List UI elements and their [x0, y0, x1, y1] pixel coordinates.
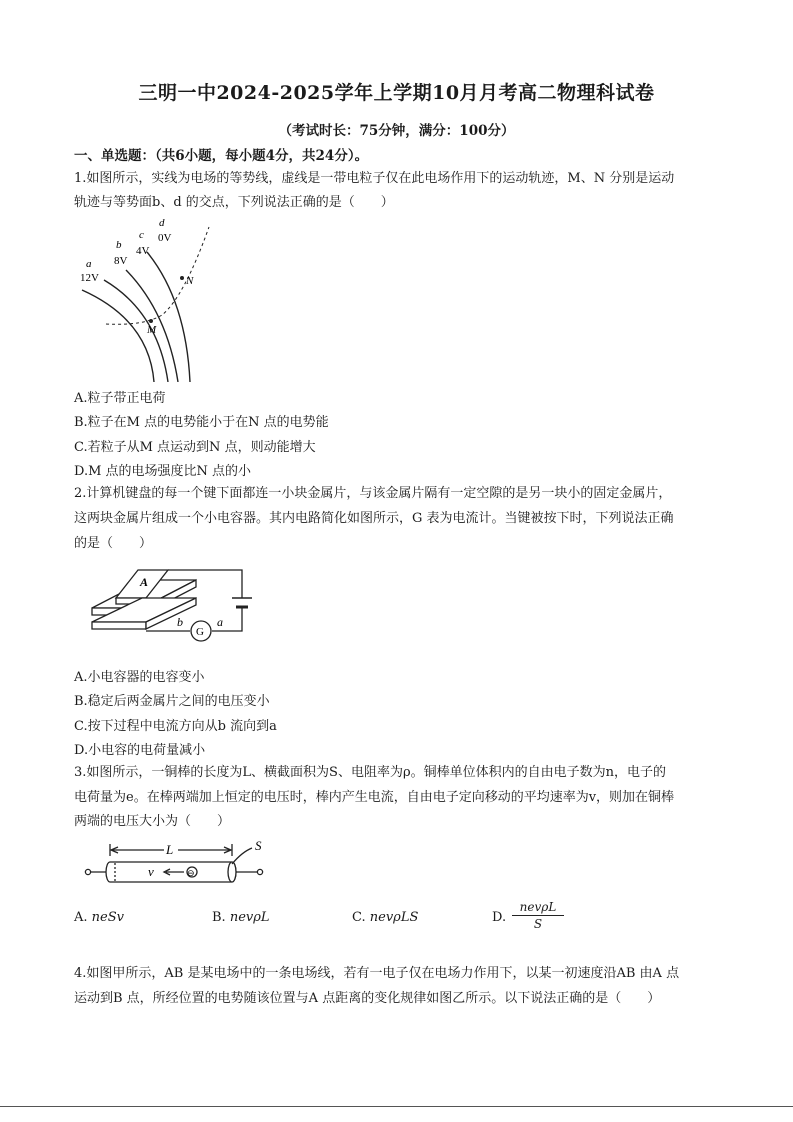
label-G: G	[196, 626, 204, 638]
exam-subtitle: （考试时长：75分钟，满分：100分）	[278, 123, 515, 139]
q3-option-b: B. nevρL	[212, 910, 270, 925]
q1-option-a: A.粒子带正电荷	[74, 391, 166, 406]
exam-title: 三明一中2024-2025学年上学期10月月考高二物理科试卷	[138, 82, 655, 104]
label-c: c	[139, 229, 144, 241]
label-b: b	[177, 615, 183, 629]
q1-equipotential-figure	[74, 212, 224, 382]
q2-text-line2: 这两块金属片组成一个小电容器。其内电路简化如图所示，G 表为电流计。当键被按下时，下列说法正确	[74, 511, 674, 526]
label-8V: 8V	[114, 255, 128, 267]
section-heading: 一、单选题：（共6小题，每小题4分，共24分）。	[74, 148, 369, 164]
q2-option-b: B.稳定后两金属片之间的电压变小	[74, 694, 270, 709]
label-L: L	[166, 842, 174, 857]
fraction-numerator: nevρL	[512, 900, 564, 916]
q3-option-c: C. nevρLS	[352, 910, 419, 925]
page-bottom-rule	[0, 1106, 793, 1107]
q1-text-line1: 1.如图所示，实线为电场的等势线，虚线是一带电粒子仅在此电场作用下的运动轨迹，M、N 分别是运动	[74, 171, 675, 186]
label-electron: ⊖	[187, 868, 195, 878]
q3-text-line1: 3.如图所示，一铜棒的长度为L、横截面积为S、电阻率为ρ。铜棒单位体积内的自由电子数为n，电子的	[74, 765, 666, 780]
q4-text-line2: 运动到B 点，所经位置的电势随该位置与A 点距离的变化规律如图乙所示。以下说法正确的是（ ）	[74, 991, 661, 1006]
label-a: a	[217, 615, 223, 629]
cross-section-pointer	[232, 848, 252, 864]
q4-text-line1: 4.如图甲所示，AB 是某电场中的一条电场线，若有一电子仅在电场力作用下，以某一初速度沿AB 由A 点	[74, 966, 680, 981]
fraction-denominator: S	[533, 917, 543, 931]
label-N: N	[186, 275, 194, 287]
point-N	[180, 276, 184, 280]
q3-copper-rod-figure	[80, 836, 280, 888]
q1-option-c: C.若粒子从M 点运动到N 点，则动能增大	[74, 440, 316, 455]
equipotential-line-d	[147, 252, 190, 382]
label-4V: 4V	[136, 245, 150, 257]
label-M: M	[147, 324, 157, 336]
label-A: A	[140, 575, 149, 589]
q2-text-line1: 2.计算机键盘的每一个键下面都连一小块金属片，与该金属片隔有一定空隙的是另一块小的固定金属片，	[74, 486, 672, 501]
q3-text-line2: 电荷量为e。在棒两端加上恒定的电压时，棒内产生电流，自由电子定向移动的平均速率为v，则加在铜棒	[74, 790, 675, 805]
equipotential-line-a	[82, 290, 154, 382]
q1-text-line2: 轨迹与等势面b、d 的交点，下列说法正确的是（ ）	[74, 195, 394, 210]
q2-option-a: A.小电容器的电容变小	[74, 670, 205, 685]
q3-option-d: D.	[492, 910, 507, 925]
q3-option-d-fraction	[512, 900, 564, 931]
label-12V: 12V	[80, 272, 99, 284]
label-v: v	[148, 864, 154, 879]
q3-option-a: A. neSv	[74, 910, 124, 925]
q1-option-b: B.粒子在M 点的电势能小于在N 点的电势能	[74, 415, 329, 430]
q2-text-line3: 的是（ ）	[74, 536, 153, 551]
label-S: S	[255, 838, 262, 853]
label-a: a	[86, 258, 92, 270]
point-M	[149, 319, 153, 323]
label-0V: 0V	[158, 232, 172, 244]
label-d: d	[159, 217, 165, 229]
q3-text-line3: 两端的电压大小为（ ）	[74, 814, 231, 829]
q2-option-c: C.按下过程中电流方向从b 流向到a	[74, 719, 277, 734]
q2-keyboard-capacitor-figure	[86, 560, 266, 646]
q2-option-d: D.小电容的电荷量减小	[74, 743, 206, 758]
q1-option-d: D.M 点的电场强度比N 点的小	[74, 464, 252, 479]
label-b: b	[116, 239, 122, 251]
